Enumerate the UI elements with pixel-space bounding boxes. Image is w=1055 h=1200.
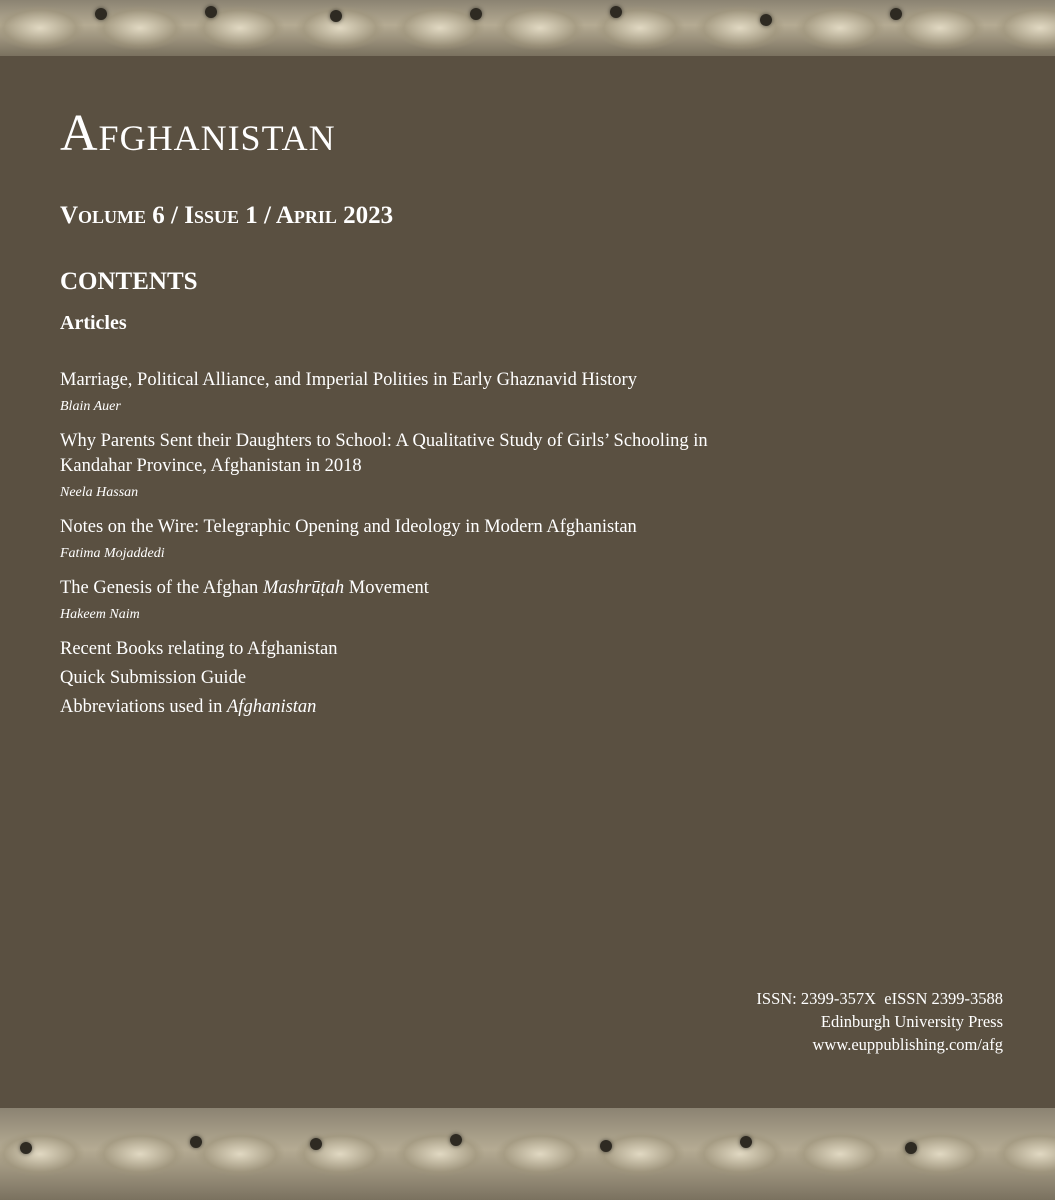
issue-line: Volume 6 / Issue 1 / April 2023	[60, 202, 394, 229]
article-title-text: The Genesis of the Afghan	[60, 578, 263, 598]
article-title[interactable]	[60, 429, 800, 479]
issn-line: ISSN: 2399-357X eISSN 2399-3588	[756, 989, 1003, 1008]
recent-books-item[interactable]: Recent Books relating to Afghanistan	[60, 639, 338, 659]
article-title[interactable]: Notes on the Wire: Telegraphic Opening and Ideology in Modern Afghanistan	[60, 517, 637, 537]
bottom-ornamental-border	[0, 1108, 1055, 1200]
contents-heading: CONTENTS	[60, 268, 198, 295]
article-title-line: Why Parents Sent their Daughters to School: A Qualitative Study of Girls’ Schooling in	[60, 431, 708, 451]
article-entry[interactable]	[60, 515, 800, 564]
article-author: Hakeem Naim	[60, 607, 140, 622]
table-of-contents	[60, 368, 800, 724]
articles-heading: Articles	[60, 312, 127, 334]
article-title-line: Kandahar Province, Afghanistan in 2018	[60, 456, 362, 476]
top-ornamental-border	[0, 0, 1055, 56]
abbreviations-italic: Afghanistan	[227, 697, 317, 717]
article-author: Blain Auer	[60, 399, 121, 414]
article-title-italic: Mashrūṭah	[262, 578, 345, 598]
article-entry[interactable]	[60, 429, 800, 503]
submission-guide-item[interactable]: Quick Submission Guide	[60, 668, 247, 688]
publication-footer	[756, 987, 1003, 1056]
article-author: Neela Hassan	[60, 485, 139, 500]
article-title[interactable]: Marriage, Political Alliance, and Imperial Polities in Early Ghaznavid History	[60, 370, 637, 390]
article-title[interactable]	[60, 576, 800, 601]
article-entry[interactable]	[60, 368, 800, 417]
publisher-line: Edinburgh University Press	[820, 1012, 1003, 1031]
journal-title: Afghanistan	[60, 105, 336, 162]
abbreviations-item[interactable]	[60, 695, 800, 720]
article-title-text: Movement	[344, 578, 429, 598]
article-author: Fatima Mojaddedi	[60, 546, 165, 561]
website-link[interactable]: www.euppublishing.com/afg	[812, 1035, 1003, 1054]
abbreviations-text: Abbreviations used in	[60, 697, 227, 717]
article-entry[interactable]	[60, 576, 800, 625]
